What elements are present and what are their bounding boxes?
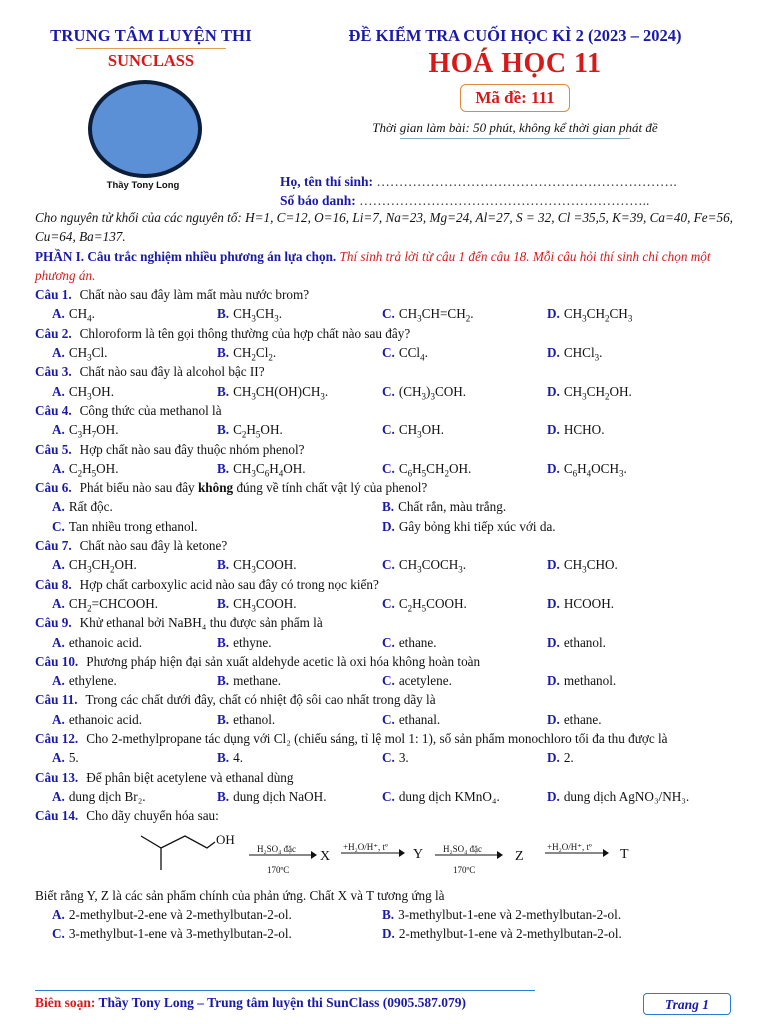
reagent-3-bottom: 170ºC [453, 864, 476, 875]
question-5 [35, 440, 740, 459]
option-text: 2-methylbut-2-ene và 2-methylbutan-2-ol. [68, 906, 292, 922]
option-label: C. [52, 926, 65, 942]
question-emphasis: không [197, 480, 234, 496]
candidate-name-dots: …………………………………………………………. [376, 174, 677, 189]
option-a[interactable]: A. $CH_3OH$. [52, 383, 115, 402]
option-label: D. [547, 673, 560, 689]
option-d[interactable]: D. HCHO. [547, 422, 605, 438]
teacher-photo-placeholder [88, 80, 202, 178]
question-number: Câu 5. [35, 441, 72, 457]
option-c[interactable]: C. $(CH_3)_3COH$. [382, 383, 467, 402]
question-number: Câu 3. [35, 364, 72, 380]
reagent-4-top: +H₂O/H⁺, tº [547, 841, 592, 852]
option-a[interactable]: A. $C_3H_7OH$. [52, 422, 119, 440]
option-text: ethanol. [563, 634, 606, 650]
question-text: Hợp chất carboxylic acid nào sau đây có trong nọc kiến? [79, 576, 379, 592]
part1-title: PHẦN I. Câu trắc nghiệm nhiều phương án lựa chọn. [35, 248, 337, 264]
option-text: Rất độc. [68, 499, 113, 515]
option-label: B. [217, 306, 230, 322]
option-text: ethanol. [233, 711, 276, 727]
question-number: Câu 12. [35, 731, 79, 747]
option-label: C. [382, 422, 395, 438]
option-label: A. [52, 673, 65, 689]
option-b[interactable]: B. $CH_3CH(OH)CH_3$. [217, 383, 329, 402]
option-label: C. [382, 460, 395, 476]
part1-instructions: Thí sinh trả lời từ câu 1 đến câu 18. Mỗi câu hỏi thí sinh chỉ chọn một phương án. [35, 248, 711, 283]
option-text: ethanoic acid. [68, 711, 143, 727]
options-2 [35, 343, 740, 362]
question-10 [35, 652, 740, 671]
option-label: B. [217, 595, 230, 611]
option-b[interactable] [217, 671, 382, 690]
option-label: C. [382, 711, 395, 727]
option-a[interactable] [52, 633, 217, 652]
option-label: B. [217, 557, 230, 573]
question-11 [35, 690, 740, 709]
option-label: D. [547, 345, 560, 361]
option-c[interactable]: C. $C_6H_5CH_2OH$. [382, 460, 472, 479]
question-text: Chất nào sau đây là ketone? [79, 538, 228, 554]
option-d[interactable]: D. $CH_3CH_2CH_3$ [547, 306, 633, 325]
option-label: B. [382, 906, 395, 922]
option-label: A. [52, 383, 65, 399]
option-b[interactable]: B. $CH_3COOH$. [217, 557, 297, 575]
question-text: Để phân biệt acetylene và ethanal dùng [86, 769, 294, 785]
product-t: T [620, 846, 629, 862]
option-b[interactable]: B. $CH_3CH_3$. [217, 306, 283, 325]
center-header [26, 26, 276, 71]
option-text: dung dịch NaOH. [233, 788, 327, 804]
option-a[interactable] [52, 710, 217, 729]
candidate-name-line [280, 174, 677, 190]
reagent-3-top: H₂SO₄ đặc [443, 843, 483, 854]
option-c[interactable] [382, 710, 547, 729]
option-b[interactable] [217, 748, 382, 767]
option-label: B. [217, 750, 230, 766]
option-label: B. [217, 422, 230, 438]
option-c[interactable] [382, 787, 547, 806]
option-label: B. [217, 788, 230, 804]
option-a[interactable] [52, 497, 382, 516]
question-text: Chloroform là tên gọi thông thường của hợp chất nào sau đây? [79, 325, 411, 341]
option-text: dung dịch KMnO₄. [398, 788, 500, 804]
option-label: D. [547, 422, 560, 438]
option-text: 3-methylbut-1-ene và 2-methylbutan-2-ol. [398, 906, 622, 922]
option-label: C. [382, 557, 395, 573]
skeletal-structure [135, 828, 255, 878]
bond-lines [141, 836, 161, 870]
option-label: C. [382, 345, 395, 361]
arrow-2 [341, 848, 405, 858]
option-d[interactable]: D. $C_6H_4OCH_3$. [547, 460, 627, 479]
option-d[interactable] [547, 787, 712, 806]
candidate-name-label: Họ, tên thí sinh: [280, 174, 374, 189]
option-label: A. [52, 557, 65, 573]
options-9 [35, 633, 740, 652]
footer-label: Biên soạn: [35, 995, 96, 1010]
question-text: Công thức của methanol là [79, 402, 222, 418]
options-6-row1 [35, 497, 740, 516]
option-b[interactable] [382, 905, 712, 924]
question-text: Phương pháp hiện đại sản xuất aldehyde acetic là oxi hóa không hoàn toàn [86, 653, 481, 669]
option-c[interactable]: C. $CH_3OH$. [382, 422, 445, 440]
question-text: Chất nào sau đây là alcohol bậc II? [79, 364, 265, 380]
option-text: 3-methylbut-1-ene và 3-methylbutan-2-ol. [68, 926, 292, 942]
option-d[interactable] [547, 633, 712, 652]
option-b[interactable] [217, 710, 382, 729]
option-text: ethane. [398, 634, 437, 650]
option-text: 2-methylbut-1-ene và 2-methylbutan-2-ol. [398, 926, 622, 942]
option-d[interactable] [547, 671, 712, 690]
question-14 [35, 806, 740, 825]
teacher-caption: Thầy Tony Long [106, 180, 180, 191]
question-7 [35, 536, 740, 555]
option-text: 3. [398, 750, 409, 766]
option-c[interactable]: C. CCl$_4$. [382, 345, 428, 363]
reaction-scheme [35, 828, 740, 886]
reagent-2-top: +H₂O/H⁺, tº [343, 841, 388, 852]
option-d[interactable]: D. CHCl$_3$. [547, 345, 603, 363]
option-label: C. [382, 595, 395, 611]
question-14-note: Biết rằng Y, Z là các sản phẩm chính của phản ứng. Chất X và T tương ứng là [35, 887, 445, 903]
option-text: Chất rắn, màu trắng. [398, 499, 507, 515]
option-text: Tan nhiều trong ethanol. [68, 518, 198, 534]
option-label: D. [547, 750, 560, 766]
question-number: Câu 7. [35, 538, 72, 554]
option-c[interactable]: C. $C_2H_5COOH$. [382, 595, 467, 614]
option-label: B. [217, 634, 230, 650]
option-text: ethyne. [233, 634, 272, 650]
part1-heading [35, 247, 740, 286]
options-10 [35, 671, 740, 690]
arrow-3 [435, 850, 503, 860]
option-label: D. [547, 634, 560, 650]
option-text: ethylene. [68, 673, 117, 689]
option-label: B. [217, 383, 230, 399]
option-a[interactable] [52, 905, 382, 924]
option-c[interactable] [52, 924, 382, 943]
option-d[interactable] [547, 748, 712, 767]
option-label: C. [382, 673, 395, 689]
option-label: A. [52, 595, 65, 611]
question-number: Câu 8. [35, 576, 72, 592]
option-a[interactable] [52, 787, 217, 806]
question-text-end: đúng về tính chất vật lý của phenol? [236, 480, 428, 496]
option-label: D. [382, 518, 395, 534]
candidate-id-dots: ……………………………………………………….. [359, 193, 650, 208]
options-3 [35, 382, 740, 401]
option-text: Gây bỏng khi tiếp xúc với da. [398, 518, 556, 534]
arrow-1 [249, 850, 317, 860]
option-text: dung dịch AgNO₃/NH₃. [563, 788, 690, 804]
hydroxyl-label: OH [216, 831, 235, 847]
question-number: Câu 14. [35, 808, 79, 824]
reagent-1-top: H₂SO₄ đặc [257, 843, 297, 854]
footer-divider [35, 990, 535, 991]
question-1 [35, 285, 740, 304]
candidate-id-line [280, 193, 649, 209]
option-text: acetylene. [398, 673, 452, 689]
option-label: D. [547, 306, 560, 322]
options-5 [35, 459, 740, 478]
question-4 [35, 401, 740, 420]
question-12 [35, 729, 740, 748]
option-label: A. [52, 711, 65, 727]
option-d[interactable] [547, 710, 712, 729]
question-number: Câu 10. [35, 653, 79, 669]
question-text: Cho dãy chuyển hóa sau: [86, 808, 219, 824]
option-d[interactable]: D. $CH_3CH_2OH$. [547, 383, 632, 402]
option-label: B. [217, 345, 230, 361]
reagent-1-bottom: 170ºC [267, 864, 290, 875]
option-label: C. [382, 750, 395, 766]
question-number: Câu 9. [35, 615, 72, 631]
options-11 [35, 710, 740, 729]
option-a[interactable] [52, 748, 217, 767]
question-text: Khử ethanal bởi NaBH₄ thu được sản phẩm là [79, 615, 323, 631]
options-12 [35, 748, 740, 767]
option-text: methane. [233, 673, 282, 689]
option-d[interactable]: D. HCOOH. [547, 595, 615, 611]
question-number: Câu 6. [35, 480, 72, 496]
option-label: B. [217, 673, 230, 689]
exam-header [290, 26, 740, 139]
options-7 [35, 555, 740, 574]
product-x: X [320, 848, 331, 864]
option-label: D. [547, 788, 560, 804]
option-label: D. [547, 711, 560, 727]
option-b[interactable] [217, 633, 382, 652]
option-label: B. [382, 499, 395, 515]
option-a[interactable]: A. $CH_3Cl$. [52, 345, 108, 363]
option-b[interactable] [382, 497, 712, 516]
option-label: A. [52, 788, 65, 804]
question-text: Cho 2-methylpropane tác dụng với Cl₂ (chiếu sáng, tỉ lệ mol 1: 1), số sản phẩm monochloro tối đa thu được là [86, 731, 668, 747]
chain-bonds [161, 836, 215, 848]
question-text: Hợp chất nào sau đây thuộc nhóm phenol? [79, 441, 305, 457]
page-number: Trang 1 [643, 993, 731, 1015]
center-brand: SUNCLASS [76, 48, 226, 71]
option-label: A. [52, 634, 65, 650]
option-label: A. [52, 499, 65, 515]
option-b[interactable] [217, 787, 382, 806]
question-text: Trong các chất dưới đây, chất có nhiệt độ sôi cao nhất trong dãy là [85, 692, 436, 708]
option-text: ethanal. [398, 711, 441, 727]
option-label: C. [52, 518, 65, 534]
option-text: 2. [563, 750, 574, 766]
question-number: Câu 1. [35, 287, 72, 303]
arrow-4 [545, 848, 609, 858]
product-y: Y [413, 846, 424, 862]
option-label: A. [52, 306, 65, 322]
question-number: Câu 4. [35, 402, 72, 418]
option-label: A. [52, 345, 65, 361]
question-13 [35, 768, 740, 787]
option-d[interactable] [382, 517, 712, 536]
option-c[interactable]: C. $CH_3CH=CH_2$. [382, 306, 474, 325]
option-d[interactable] [382, 924, 712, 943]
option-label: C. [382, 788, 395, 804]
option-text: dung dịch Br₂. [68, 788, 146, 804]
options-6-row2 [35, 517, 740, 536]
option-c[interactable] [382, 633, 547, 652]
question-text: Phát biểu nào sau đây [79, 480, 195, 496]
option-label: A. [52, 460, 65, 476]
question-number: Câu 2. [35, 325, 72, 341]
question-number: Câu 11. [35, 692, 78, 708]
option-a[interactable]: A. $CH_3CH_2OH$. [52, 557, 137, 575]
option-label: D. [547, 460, 560, 476]
subject-title: HOÁ HỌC 11 [428, 48, 602, 79]
option-label: D. [547, 557, 560, 573]
option-label: A. [52, 906, 65, 922]
question-3 [35, 362, 740, 381]
question-number: Câu 13. [35, 769, 79, 785]
option-a[interactable] [52, 671, 217, 690]
time-note: Thời gian làm bài: 50 phút, không kể thời gian phát đề [372, 120, 658, 135]
option-text: methanol. [563, 673, 617, 689]
option-c[interactable]: C. $CH_3COCH_3$. [382, 557, 467, 575]
option-label: B. [217, 711, 230, 727]
option-label: C. [382, 383, 395, 399]
option-label: A. [52, 422, 65, 438]
option-a[interactable]: A. $CH_4$. [52, 306, 95, 325]
exam-code-badge: Mã đề: 111 [460, 84, 569, 112]
options-13 [35, 787, 740, 806]
center-name: TRUNG TÂM LUYỆN THI [50, 26, 252, 45]
question-9 [35, 613, 740, 632]
option-d[interactable]: D. $CH_3CHO$. [547, 557, 618, 575]
time-underline [400, 138, 630, 139]
option-b[interactable]: B. $C_2H_5OH$. [217, 422, 283, 440]
option-a[interactable]: A. $C_2H_5OH$. [52, 460, 119, 479]
footer-credit [35, 995, 466, 1011]
options-1 [35, 304, 740, 323]
option-text: ethanoic acid. [68, 634, 143, 650]
option-c[interactable] [52, 517, 382, 536]
footer-author: Thầy Tony Long – Trung tâm luyện thi SunClass (0905.587.079) [98, 995, 467, 1010]
options-14-row1 [35, 905, 740, 924]
exam-content [35, 208, 740, 943]
option-b[interactable]: B. $CH_3COOH$. [217, 595, 297, 614]
options-4 [35, 420, 740, 439]
option-label: D. [547, 595, 560, 611]
option-text: 4. [233, 750, 243, 766]
option-b[interactable]: B. $CH_2Cl_2$. [217, 345, 277, 363]
option-label: D. [382, 926, 395, 942]
option-label: C. [382, 306, 395, 322]
question-2 [35, 324, 740, 343]
options-8 [35, 594, 740, 613]
option-label: C. [382, 634, 395, 650]
question-text: Chất nào sau đây làm mất màu nước brom? [79, 287, 310, 303]
option-c[interactable] [382, 671, 547, 690]
options-14-row2 [35, 924, 740, 943]
option-b[interactable]: B. $CH_3C_6H_4OH$. [217, 460, 306, 479]
atomic-masses: Cho nguyên tử khối của các nguyên tố: H=1, C=12, O=16, Li=7, Na=23, Mg=24, Al=27, S = 32, Cl =35,5, K=39, Ca=40, Fe=56, Cu=64, Ba=137. [35, 210, 733, 245]
exam-title: ĐỀ KIỂM TRA CUỐI HỌC KÌ 2 (2023 – 2024) [348, 26, 682, 45]
option-label: A. [52, 750, 65, 766]
question-6 [35, 478, 740, 497]
product-z: Z [515, 848, 524, 864]
candidate-id-label: Số báo danh: [280, 193, 356, 208]
option-a[interactable]: A. $CH_2=CHCOOH$. [52, 595, 159, 614]
option-c[interactable] [382, 748, 547, 767]
option-label: D. [547, 383, 560, 399]
option-label: B. [217, 460, 230, 476]
option-text: 5. [68, 750, 79, 766]
question-8 [35, 575, 740, 594]
option-text: ethane. [563, 711, 602, 727]
